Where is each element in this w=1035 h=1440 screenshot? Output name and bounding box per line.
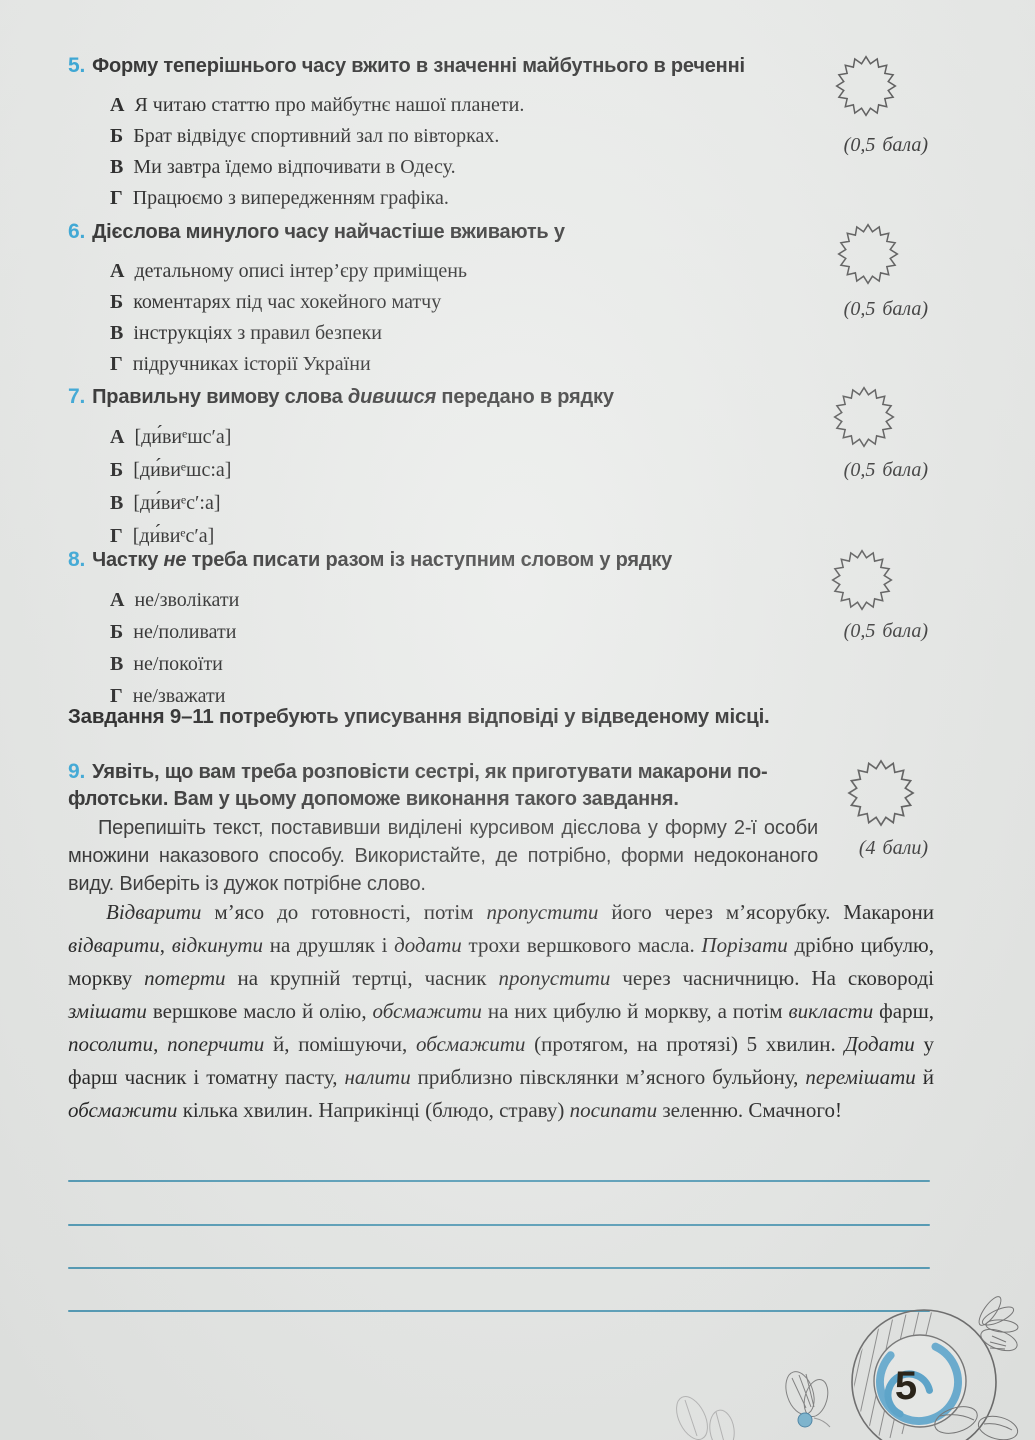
option-text: детальному описі інтер’єру приміщень: [134, 260, 468, 282]
option-letter: Б: [110, 621, 124, 643]
option-text: не/зволікати: [134, 589, 240, 611]
option-a: [110, 256, 788, 287]
option-letter: Г: [110, 353, 123, 375]
score-label: (0,5 бала): [843, 134, 928, 156]
option-letter: В: [110, 322, 124, 344]
option-letter: Б: [110, 459, 124, 481]
answer-line: [68, 1180, 930, 1182]
question-7: [68, 383, 788, 553]
question-number: 7.: [68, 385, 86, 408]
option-letter: В: [110, 653, 124, 675]
page-decoration: [600, 1278, 1035, 1440]
score-star-icon: [832, 385, 896, 449]
option-letter: Б: [110, 125, 124, 147]
question-6-options: [110, 256, 788, 380]
task9-passage: Відварити м’ясо до готовності, потім пропустити його через м’ясорубку. Макарони відварити, відкинути на друшляк і додати трохи вершкового масла. Порізати дрібно цибулю, моркву потерти на крупній тертці, часник пропустити через часничницю. На сковороді змішати вершкове масло й олію, обсмажити на них цибулю й моркву, а потім викласти фарш, посолити, поперчити й, помішуючи, обсмажити (протягом, на протязі) 5 хвилин. Додати у фарш часник і томатну пасту, налити приблизно півсклянки м’ясного бульйону, перемішати й обсмажити кілька хвилин. Наприкінці (блюдо, страву) посипати зеленню. Смачного!: [68, 900, 935, 1122]
option-v: [110, 318, 788, 349]
question-title-text: Форму теперішнього часу вжито в значенні майбутнього в реченні: [92, 55, 745, 77]
question-number: 6.: [68, 220, 86, 243]
option-g: [110, 349, 788, 380]
question-intro-text: Уявіть, що вам треба розповісти сестрі, як приготувати макарони по-флотськи. Вам у цьому допоможе виконання такого завдання.: [68, 761, 768, 810]
question-5: [68, 52, 788, 214]
question-number: 9.: [68, 760, 86, 783]
option-b: [110, 616, 788, 648]
option-text: Працюємо з випередженням графіка.: [132, 187, 449, 209]
option-text: Я читаю статтю про майбутнє нашої планети.: [134, 94, 525, 116]
score-star-icon: [830, 548, 894, 612]
option-v: [110, 487, 788, 520]
option-letter: Г: [110, 685, 123, 707]
option-letter: Б: [110, 291, 124, 313]
question-7-title: [68, 383, 788, 411]
task9-instruction: Перепишіть текст, поставивши виділені курсивом дієслова у форму 2-ї особи множини наказового способу. Використайте, де потрібно, форми недоконаного виду. Виберіть із дужок потрібне слово.: [68, 817, 818, 895]
score-label: (0,5 бала): [843, 620, 928, 642]
option-text: [ди́виᵉс′:а]: [133, 492, 221, 514]
option-text: коментарях під час хокейного матчу: [133, 291, 442, 313]
score-star-icon: [836, 222, 900, 286]
option-a: [110, 90, 788, 121]
question-number: 5.: [68, 54, 86, 77]
score-label: (0,5 бала): [843, 298, 928, 320]
question-8: [68, 546, 788, 712]
option-text: не/покоїти: [133, 653, 223, 675]
option-v: [110, 152, 788, 183]
option-text: [ди́виᵉс′а]: [132, 525, 215, 547]
option-text: не/зважати: [132, 685, 226, 707]
option-letter: А: [110, 589, 125, 611]
question-5-title: [68, 52, 788, 80]
question-6: [68, 218, 788, 380]
question-5-options: [110, 90, 788, 214]
option-text: Ми завтра їдемо відпочивати в Одесу.: [133, 156, 456, 178]
score-label: (4 бали): [858, 837, 928, 859]
option-b: [110, 287, 788, 318]
score-label: (0,5 бала): [843, 459, 928, 481]
option-text: Брат відвідує спортивний зал по вівторках.: [133, 125, 500, 147]
answer-line: [68, 1224, 930, 1226]
question-7-options: [110, 421, 788, 553]
option-letter: А: [110, 426, 125, 448]
option-letter: А: [110, 260, 125, 282]
option-b: [110, 121, 788, 152]
option-b: [110, 454, 788, 487]
question-6-title: [68, 218, 788, 246]
page-number: 5: [894, 1364, 918, 1408]
option-text: [ди́виᵉшс′а]: [134, 426, 232, 448]
option-text: інструкціях з правил безпеки: [133, 322, 382, 344]
option-a: [110, 584, 788, 616]
question-8-title: [68, 546, 788, 574]
option-letter: В: [110, 492, 124, 514]
question-8-options: [110, 584, 788, 712]
answer-line: [68, 1267, 930, 1269]
question-9: [68, 758, 803, 813]
score-star-icon: [846, 758, 916, 828]
question-9-title: [68, 758, 803, 813]
option-g: [110, 183, 788, 214]
option-letter: Г: [110, 525, 123, 547]
option-text: не/поливати: [133, 621, 237, 643]
option-a: [110, 421, 788, 454]
option-letter: А: [110, 94, 125, 116]
section-header: Завдання 9–11 потребують уписування відповіді у відведеному місці.: [68, 705, 770, 728]
score-star-icon: [834, 54, 898, 118]
option-v: [110, 648, 788, 680]
option-text: [ди́виᵉшс:а]: [133, 459, 232, 481]
option-letter: Г: [110, 187, 123, 209]
question-title-text: Правильну вимову слова дивишся передано в рядку: [92, 386, 614, 408]
option-letter: В: [110, 156, 124, 178]
option-text: підручниках історії України: [132, 353, 371, 375]
question-title-text: Дієслова минулого часу найчастіше вживають у: [92, 221, 565, 243]
question-number: 8.: [68, 548, 86, 571]
question-title-text: Частку не треба писати разом із наступним словом у рядку: [92, 549, 673, 571]
